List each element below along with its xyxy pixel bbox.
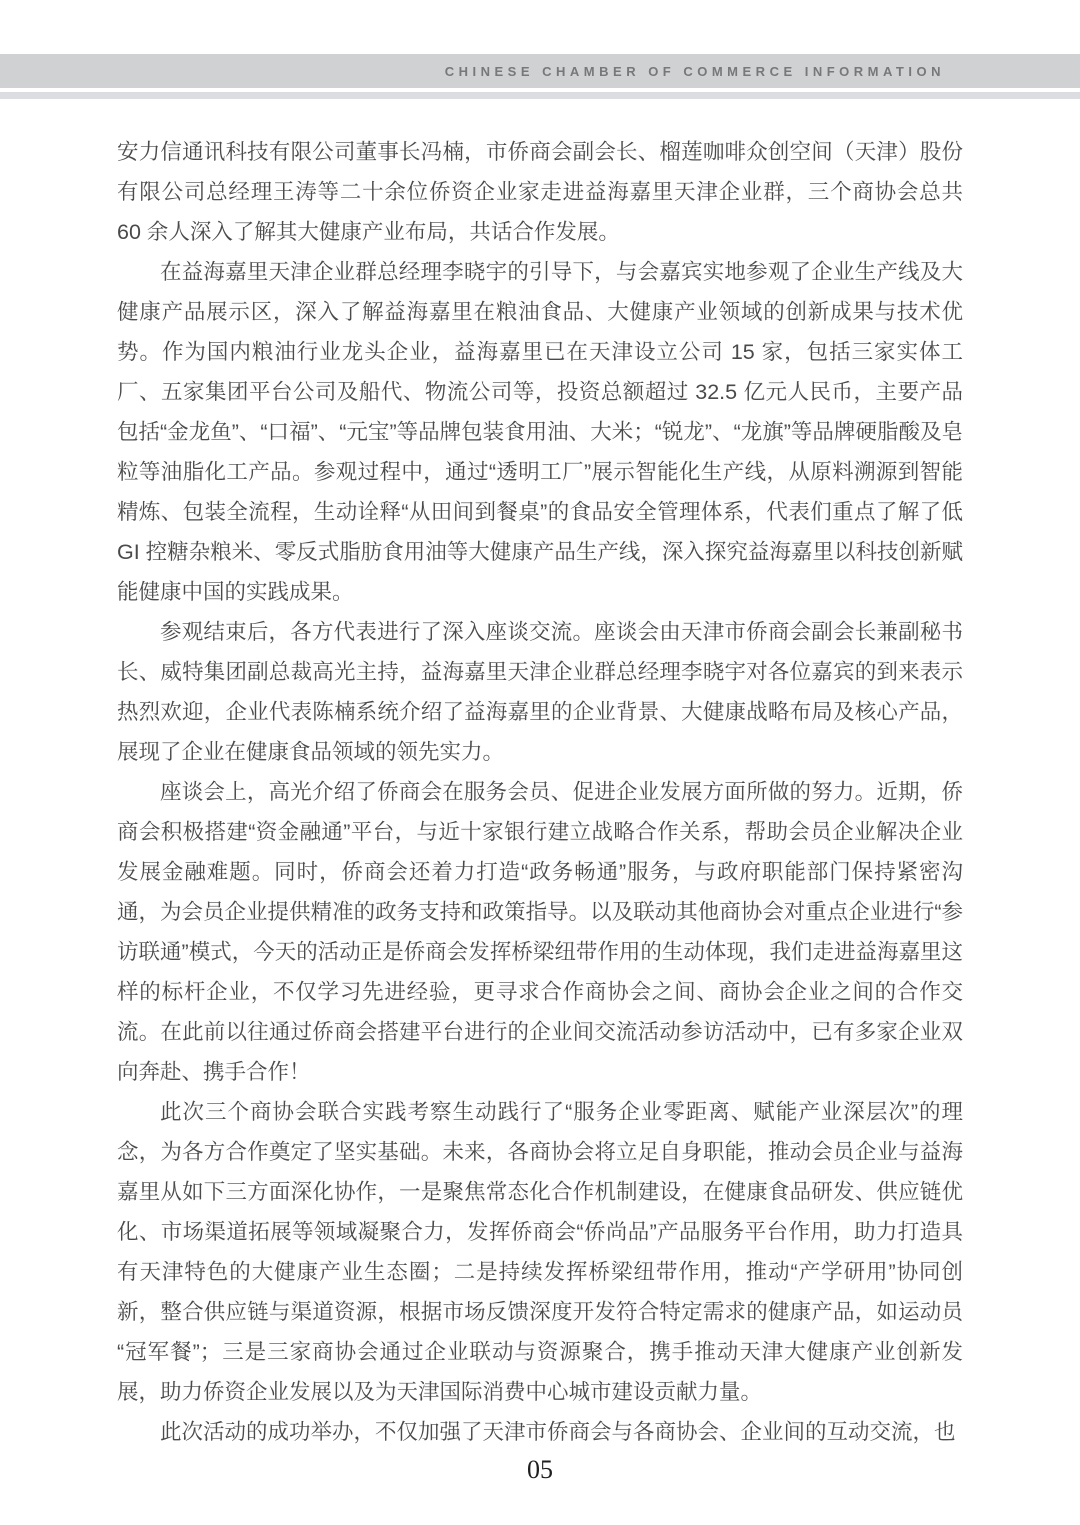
article-body <box>117 132 963 1452</box>
paragraph: 参观结束后，各方代表进行了深入座谈交流。座谈会由天津市侨商会副会长兼副秘书长、威特集团副总裁高光主持，益海嘉里天津企业群总经理李晓宇对各位嘉宾的到来表示热烈欢迎，企业代表陈楠系统介绍了益海嘉里的企业背景、大健康战略布局及核心产品，展现了企业在健康食品领域的领先实力。 <box>117 620 963 764</box>
paragraph: 座谈会上，高光介绍了侨商会在服务会员、促进企业发展方面所做的努力。近期，侨商会积极搭建“资金融通”平台，与近十家银行建立战略合作关系，帮助会员企业解决企业发展金融难题。同时，侨商会还着力打造“政务畅通”服务，与政府职能部门保持紧密沟通，为会员企业提供精准的政务支持和政策指导。以及联动其他商协会对重点企业进行“参访联通”模式，今天的活动正是侨商会发挥桥梁纽带作用的生动体现，我们走进益海嘉里这样的标杆企业，不仅学习先进经验，更寻求合作商协会之间、商协会企业之间的合作交流。在此前以往通过侨商会搭建平台进行的企业间交流活动参访活动中，已有多家企业双向奔赴、携手合作！ <box>117 780 963 1084</box>
header-banner-text: CHINESE CHAMBER OF COMMERCE INFORMATION <box>444 63 945 79</box>
paragraph: 此次活动的成功举办，不仅加强了天津市侨商会与各商协会、企业间的互动交流，也 <box>160 1420 956 1444</box>
header-bar <box>0 54 1080 88</box>
paragraph: 此次三个商协会联合实践考察生动践行了“服务企业零距离、赋能产业深层次”的理念，为各方合作奠定了坚实基础。未来，各商协会将立足自身职能，推动会员企业与益海嘉里从如下三方面深化协作，一是聚焦常态化合作机制建设，在健康食品研发、供应链优化、市场渠道拓展等领域凝聚合力，发挥侨商会“侨尚品”产品服务平台作用，助力打造具有天津特色的大健康产业生态圈；二是持续发挥桥梁纽带作用，推动“产学研用”协同创新，整合供应链与渠道资源，根据市场反馈深度开发符合特定需求的健康产品，如运动员“冠军餐”；三是三家商协会通过企业联动与资源聚合，携手推动天津大健康产业创新发展，助力侨资企业发展以及为天津国际消费中心城市建设贡献力量。 <box>117 1100 963 1404</box>
paragraph: 在益海嘉里天津企业群总经理李晓宇的引导下，与会嘉宾实地参观了企业生产线及大健康产品展示区，深入了解益海嘉里在粮油食品、大健康产业领域的创新成果与技术优势。作为国内粮油行业龙头企业，益海嘉里已在天津设立公司 15 家，包括三家实体工厂、五家集团平台公司及船代、物流公司等，投资总额超过 32.5 亿元人民币，主要产品包括“金龙鱼”、“口福”、“元宝”等品牌包装食用油、大米；“锐龙”、“龙旗”等品牌硬脂酸及皂粒等油脂化工产品。参观过程中，通过“透明工厂”展示智能化生产线，从原料溯源到智能精炼、包装全流程，生动诠释“从田间到餐桌”的食品安全管理体系，代表们重点了解了低 GI 控糖杂粮米、零反式脂肪食用油等大健康产品生产线，深入探究益海嘉里以科技创新赋能健康中国的实践成果。 <box>117 260 963 604</box>
page-number: 05 <box>527 1455 553 1484</box>
header-bar-thin <box>0 92 1080 99</box>
paragraph: 安力信通讯科技有限公司董事长冯楠，市侨商会副会长、榴莲咖啡众创空间（天津）股份有限公司总经理王涛等二十余位侨资企业家走进益海嘉里天津企业群，三个商协会总共 60 余人深入了解其大健康产业布局，共话合作发展。 <box>117 140 963 244</box>
